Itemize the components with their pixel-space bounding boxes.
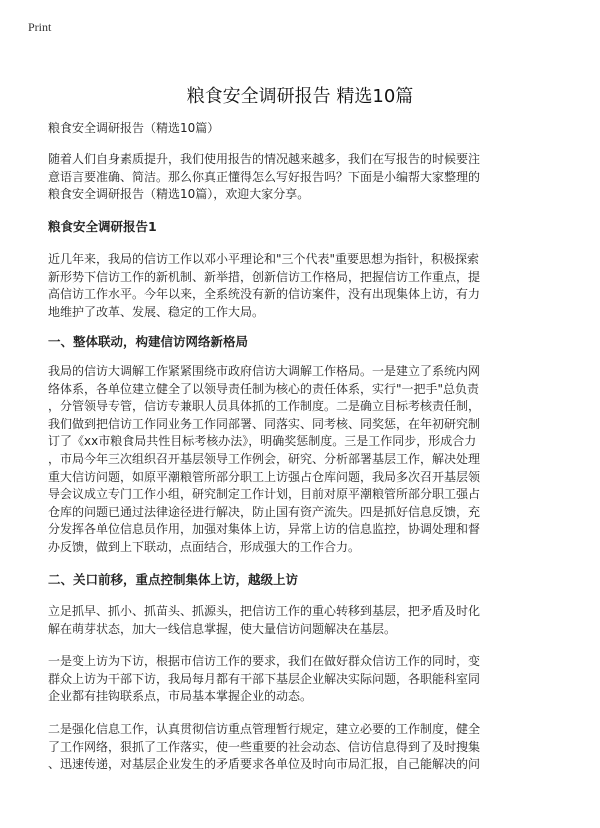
text-line: ，分管领导专管，信访专兼职人员具体抓的工作制度。二是确立目标考核责任制， [48, 399, 481, 414]
text-line: 高信访工作水平。今年以来，全系统没有新的信访案件，没有出现集体上访，有力 [48, 287, 481, 302]
print-link[interactable]: Print [28, 20, 52, 34]
text-line: 立足抓早、抓小、抓苗头、抓源头，把信访工作的重心转移到基层，把矛盾及时化 [48, 604, 481, 618]
text-line: 随着人们自身素质提升，我们使用报告的情况越来越多，我们在写报告的时候要注 [48, 152, 481, 166]
text-line: 仓库的问题已通过法律途径进行解决，防止国有资产流失。四是抓好信息反馈，充 [48, 504, 481, 519]
subtitle-text: 粮食安全调研报告（精选10篇） [48, 121, 220, 135]
text-line: 订了《xx市粮食局共性目标考核办法》，明确奖惩制度。三是工作同步，形成合力 [48, 434, 477, 449]
paragraph-2 [48, 363, 481, 557]
text-line: 办反馈，做到上下联动，点面结合，形成强大的工作合力。 [48, 539, 361, 554]
text-line: ，市局今年三次组织召开基层领导工作例会，研究、分析部署基层工作，解决处理 [48, 451, 481, 466]
text-line: 我们做到把信访工作同业务工作同部署、同落实、同考核、同奖惩，在年初研究制 [48, 416, 481, 431]
section-heading-text: 粮食安全调研报告1 [48, 219, 157, 234]
text-line: 一是变上访为下访，根据市信访工作的要求，我们在做好群众信访工作的同时，变 [48, 654, 481, 668]
text-line: 新形势下信访工作的新机制、新举措，创新信访工作格局，把握信访工作重点，提 [48, 269, 481, 284]
text-line: 二是强化信息工作，认真贯彻信访重点管理暂行规定，建立必要的工作制度，健全 [48, 722, 481, 736]
text-line: 企业都有挂钩联系点，市局基本掌握企业的动态。 [48, 689, 313, 704]
document-subtitle [48, 120, 476, 138]
paragraph-4 [48, 653, 481, 706]
page-title: 粮食安全调研报告 精选10篇 [186, 86, 414, 107]
text-line: 分发挥各单位信息员作用，加强对集体上访，异常上访的信息监控，协调处理和督 [48, 522, 481, 537]
text-line: 了工作网络，狠抓了工作落实，使一些重要的社会动态、信访信息得到了及时搜集 [48, 739, 481, 754]
text-line: 地维护了改革、发展、稳定的工作大局。 [48, 304, 265, 319]
text-line: 近几年来，我局的信访工作以邓小平理论和"三个代表"重要思想为指针，积极探索 [48, 252, 480, 266]
text-line: 粮食安全调研报告（精选10篇），欢迎大家分享。 [48, 187, 310, 202]
text-line: 络体系，各单位建立健全了以领导责任制为核心的责任体系，实行"一把手"总负责 [48, 381, 480, 396]
text-line: 意语言要准确、简洁。那么你真正懂得怎么写好报告吗？下面是小编帮大家整理的 [48, 169, 481, 184]
text-line: 群众上访为干部下访，我局每月都有干部下基层企业解决实际问题，各职能科室同 [48, 671, 481, 686]
paragraph-3 [48, 603, 481, 638]
text-line: 重大信访问题，如原平潮粮管所部分职工上访强占仓库问题，我局多次召开基层领 [48, 469, 481, 484]
intro-paragraph [48, 151, 481, 204]
heading-2-text: 二、关口前移，重点控制集体上访，越级上访 [48, 572, 299, 587]
paragraph-1 [48, 251, 481, 321]
text-line: 我局的信访大调解工作紧紧围绕市政府信访大调解工作格局。一是建立了系统内网 [48, 364, 481, 378]
heading-1 [48, 333, 476, 351]
heading-1-text: 一、整体联动，构建信访网络新格局 [48, 334, 249, 349]
text-line: 导会议成立专门工作小组，研究制定工作计划，目前对原平潮粮管所部分职工强占 [48, 487, 481, 502]
heading-2 [48, 571, 476, 589]
section-heading [48, 218, 476, 236]
text-line: 解在萌芽状态，加大一线信息掌握，使大量信访问题解决在基层。 [48, 621, 397, 636]
paragraph-5 [48, 721, 481, 774]
text-line: 、迅速传递，对基层企业发生的矛盾要求各单位及时向市局汇报，自己能解决的问 [48, 757, 481, 772]
